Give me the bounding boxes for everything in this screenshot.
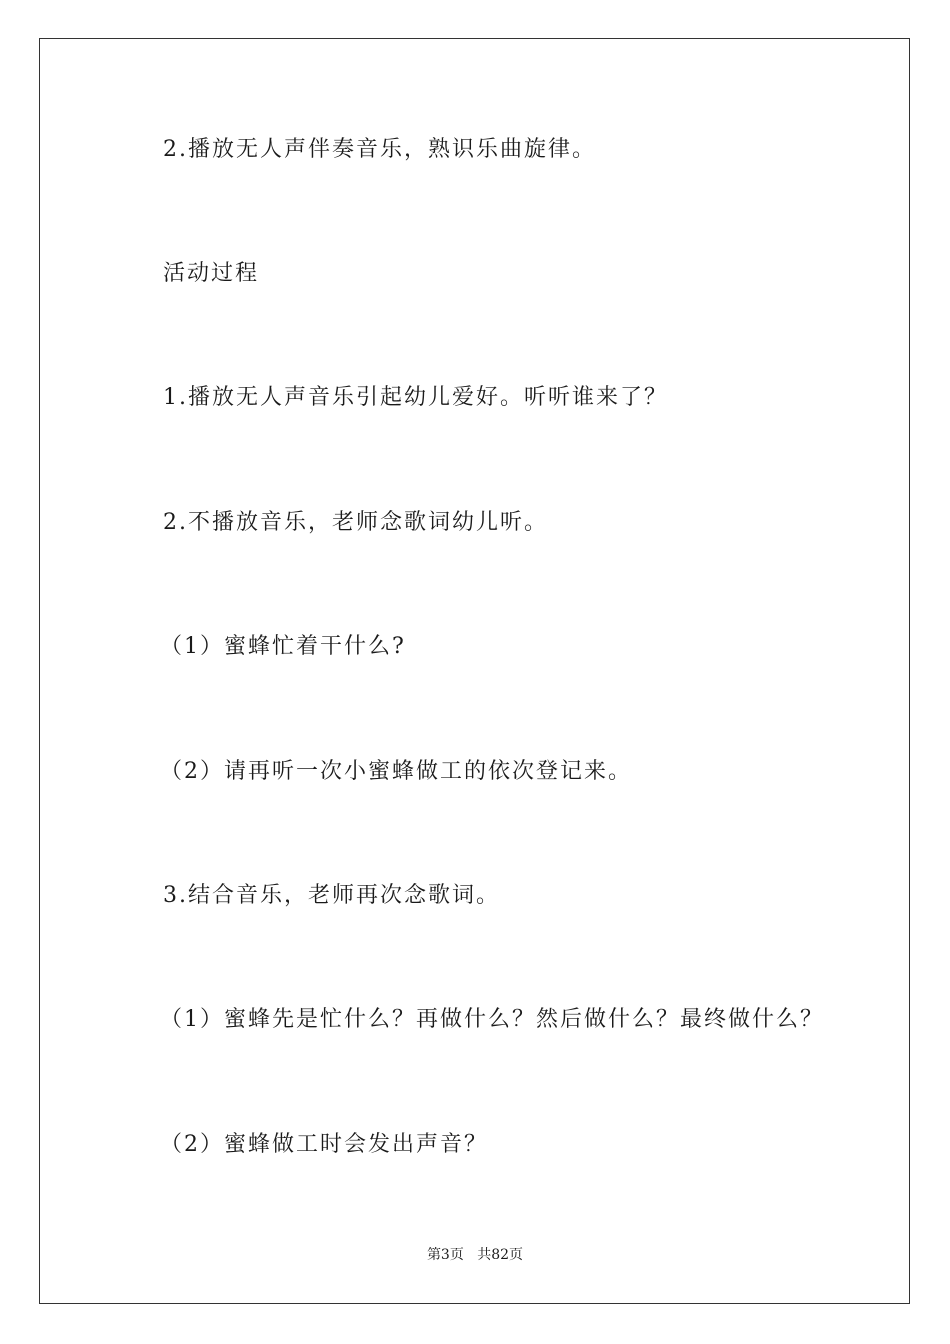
page-number: 第3页 [426, 1247, 464, 1263]
paragraph-line: （2）请再听一次小蜜蜂做工的依次登记来。 [160, 759, 632, 784]
page-total: 共82页 [477, 1247, 524, 1263]
paragraph-line: 1.播放无人声音乐引起幼儿爱好。听听谁来了？ [163, 385, 668, 410]
paragraph-line: （2）蜜蜂做工时会发出声音？ [160, 1132, 488, 1157]
paragraph-line: （1）蜜蜂忙着干什么? [160, 634, 406, 659]
paragraph-line: 2.不播放音乐，老师念歌词幼儿听。 [163, 510, 548, 535]
paragraph-line: （1）蜜蜂先是忙什么？再做什么？然后做什么？最终做什么？ [160, 1007, 824, 1032]
page-border [39, 38, 910, 1304]
footer-spacer [464, 1247, 477, 1263]
paragraph-line: 3.结合音乐，老师再次念歌词。 [163, 883, 500, 908]
section-heading: 活动过程 [163, 261, 260, 286]
page-footer [0, 1246, 950, 1264]
paragraph-line: 2.播放无人声伴奏音乐，熟识乐曲旋律。 [163, 137, 596, 162]
